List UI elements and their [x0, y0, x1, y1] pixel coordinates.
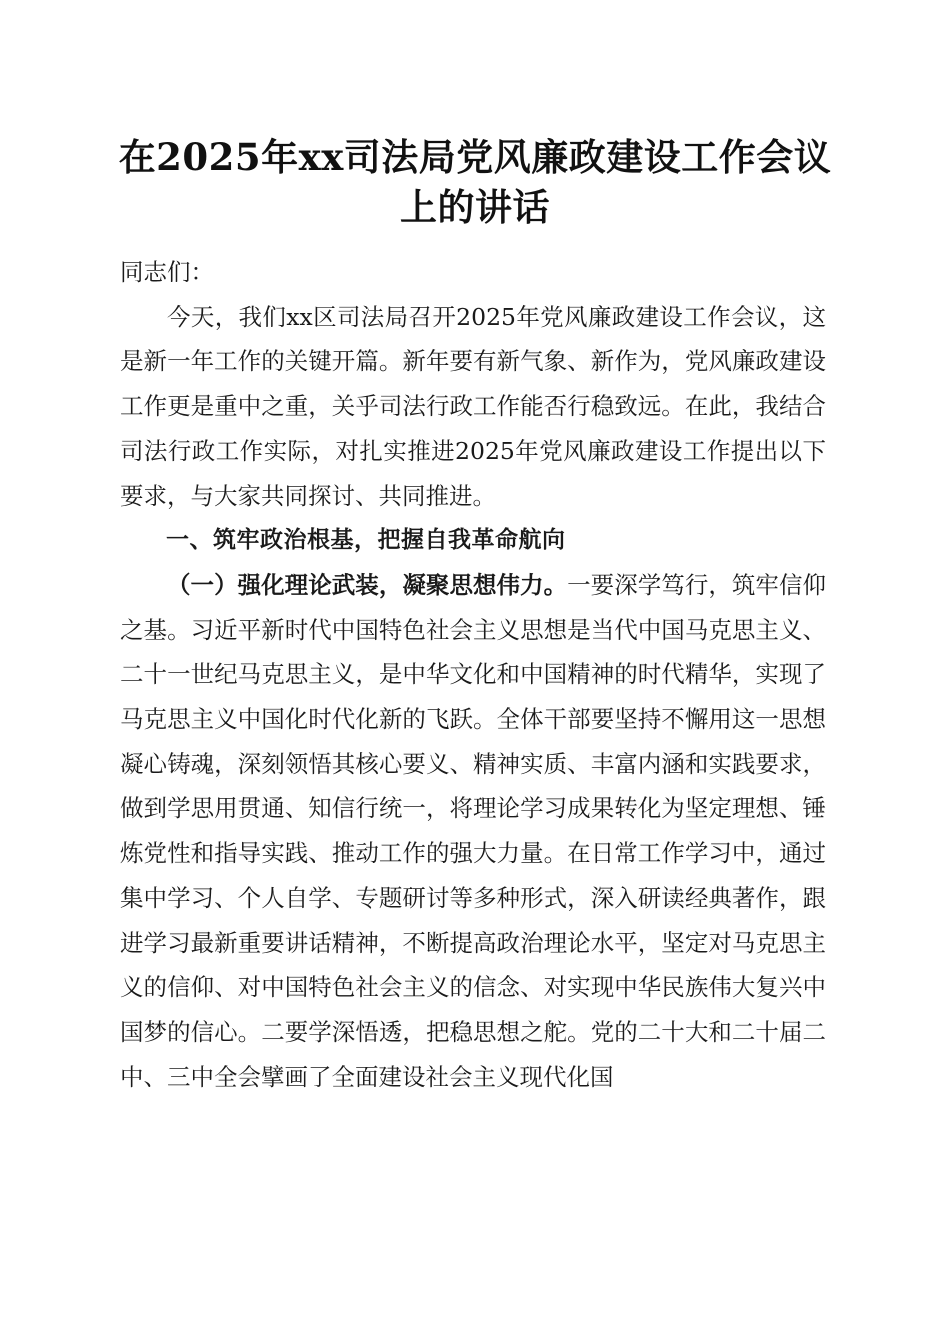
section-heading: 一、筑牢政治根基，把握自我革命航向 — [166, 527, 566, 554]
intro-paragraph: 今天，我们xx区司法局召开2025年党风廉政建设工作会议，这是新一年工作的关键开篇。新年要有新气象、新作为，党风廉政建设工作更是重中之重，关乎司法行政工作能否行稳致远。在此，我结合司法行政工作实际，对扎实推进2025年党风廉政建设工作提出以下要求，与大家共同探讨、共同推进。 — [120, 302, 826, 510]
document-body — [120, 250, 826, 1099]
subsection-heading: （一）强化理论武装，凝聚思想伟力。 — [167, 570, 568, 599]
subsection-text: 一要深学笃行，筑牢信仰之基。习近平新时代中国特色社会主义思想是当代中国马克思主义、二十一世纪马克思主义，是中华文化和中国精神的时代精华，实现了马克思主义中国化时代化新的飞跃。全体干部要坚持不懈用这一思想凝心铸魂，深刻领悟其核心要义、精神实质、丰富内涵和实践要求，做到学思用贯通、知信行统一，将理论学习成果转化为坚定理想、锤炼党性和指导实践、推动工作的强大力量。在日常工作学习中，通过集中学习、个人自学、专题研讨等多种形式，深入研读经典著作，跟进学习最新重要讲话精神，不断提高政治理论水平，坚定对马克思主义的信仰、对中国特色社会主义的信念、对实现中华民族伟大复兴中国梦的信心。二要学深悟透，把稳思想之舵。党的二十大和二十届二中、三中全会擘画了全面建设社会主义现代化国 — [120, 570, 827, 1091]
subsection-paragraph — [120, 563, 826, 1099]
salutation: 同志们： — [120, 258, 214, 286]
document-title: 在2025年xx司法局党风廉政建设工作会议上的讲话 — [118, 135, 832, 229]
